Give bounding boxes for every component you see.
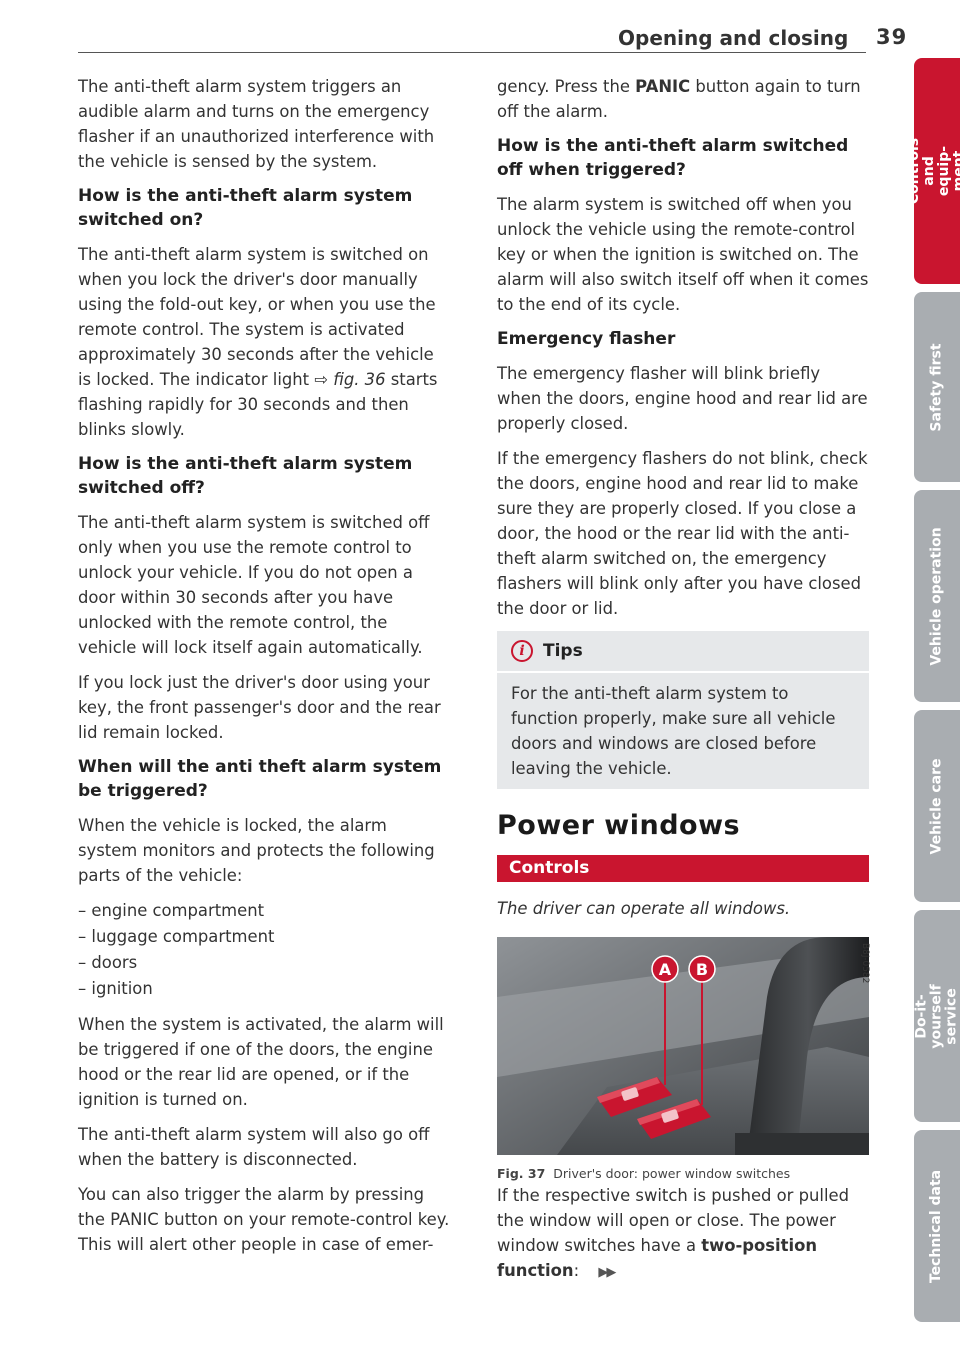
intro-italic: The driver can operate all windows. [497,899,791,918]
armrest-shadow [735,1133,869,1155]
two-position-text-a: If the respective switch is pushed or pulled the window will open or close. The power window switches have a [497,1186,850,1255]
panic-button-label: PANIC [635,77,691,96]
tab-label: Do-it-yourself service [913,983,960,1049]
paragraph-emergency-flasher-1: The emergency flasher will blink briefly when the doors, engine hood and rear lid are properly closed. [497,364,868,433]
header-rule [78,52,866,53]
list-item: – luggage compartment [78,927,275,946]
figure-code: B8J-0582 [860,943,870,984]
continue-arrow-icon: ▶▶ [598,1265,615,1280]
list-item: – doors [78,953,138,972]
paragraph-triggered: When the vehicle is locked, the alarm system monitors and protects the following parts of the vehicle: [78,816,435,885]
fig-reference-link[interactable]: ⇨ fig. 36 [314,370,386,389]
heading-triggered: When will the anti theft alarm system be triggered? [78,757,442,801]
figure-caption-text: Driver's door: power window switches [553,1166,791,1181]
two-position-bold: two-position function [497,1236,818,1280]
tab-controls-and-equipment[interactable] [906,58,967,284]
tab-label: Controls and equip-ment [906,137,967,205]
figure-caption [497,1161,869,1186]
paragraph-switched-on-text: The anti-theft alarm system is switched on when you lock the driver's door manually using the fold-out key, or when you use the remote control. The system is activated approximately 30 seconds after the vehicle is locked. The indicator light [78,245,436,389]
paragraph-switched-off: The anti-theft alarm system is switched off only when you use the remote control to unlock your vehicle. If you do not open a door within 30 seconds after you have unlocked with the remote control, the vehicle will lock itself again automatically. [78,513,430,657]
tab-label: Technical data [928,1169,945,1283]
paragraph-panic-continued [497,74,869,124]
info-icon: i [511,640,533,662]
tab-technical-data[interactable] [914,1130,960,1322]
figure-illustration [497,937,869,1155]
section-heading-power-windows: Power windows [497,810,741,841]
tab-safety-first[interactable] [914,292,960,482]
tab-vehicle-care[interactable] [914,710,960,902]
paragraph-panic: You can also trigger the alarm by pressing the PANIC button on your remote-control key. This will alert other people in case of emer- [78,1185,450,1254]
heading-switched-off-triggered: How is the anti-theft alarm switched off when triggered? [497,136,849,180]
paragraph-activated: When the system is activated, the alarm will be triggered if one of the doors, the engine hood or the rear lid are opened, or if the ignition is turned on. [78,1015,444,1109]
panic-cont-text-a: gency. Press the [497,77,630,96]
paragraph-emergency-flasher-2: If the emergency flashers do not blink, check the doors, engine hood and rear lid to make sure they are properly closed. If you close a door, the hood or the rear lid with the anti-theft alarm switched on, the emergency flashers will blink only after you have closed the door or lid. [497,449,868,618]
panic-cont-text-c: button again to turn off the alarm. [497,77,861,121]
tips-label: Tips [543,640,583,661]
page-number: 39 [876,25,908,49]
tab-vehicle-operation[interactable] [914,490,960,702]
tab-do-it-yourself-service[interactable] [914,910,960,1122]
figure-number: Fig. 37 [497,1166,546,1181]
paragraph-battery: The anti-theft alarm system will also go off when the battery is disconnected. [78,1125,430,1169]
section-title: Opening and closing [618,26,849,50]
tips-header [497,631,869,673]
subsection-bar-controls: Controls [497,855,869,882]
tab-label: Safety first [928,342,945,432]
list-item: – ignition [78,979,153,998]
paragraph-two-position [497,1183,869,1285]
paragraph-switched-off-triggered: The alarm system is switched off when you unlock the vehicle using the remote-control key or when the ignition is switched on. The alarm will also switch itself off when it comes to the end of its cycle. [497,195,869,314]
right-column [497,74,869,1295]
power-window-switches-figure [497,937,870,1181]
tab-label: Vehicle care [928,758,945,854]
heading-switched-off: How is the anti-theft alarm system switched off? [78,454,413,498]
tab-label: Vehicle operation [928,526,945,666]
intro-paragraph: The anti-theft alarm system triggers an audible alarm and turns on the emergency flasher if an unauthorized interference with the vehicle is sensed by the system. [78,77,435,171]
heading-emergency-flasher: Emergency flasher [497,329,676,349]
two-position-colon: : [573,1261,580,1280]
tips-text: For the anti-theft alarm system to function properly, make sure all vehicle doors and windows are closed before leaving the vehicle. [511,684,836,778]
paragraph-switched-on-end: starts flashing rapidly for 30 seconds and then blinks slowly. [78,370,438,439]
list-item: – engine compartment [78,901,265,920]
callout-b-label: B [695,960,709,979]
paragraph-key-lock: If you lock just the driver's door using your key, the front passenger's door and the rear lid remain locked. [78,673,441,742]
tips-box [497,631,869,789]
monitored-parts-list [78,898,450,1002]
callout-a-label: A [658,960,672,979]
heading-switched-on: How is the anti-theft alarm system switched on? [78,186,413,230]
paragraph-switched-on [78,242,450,442]
left-column [78,74,450,1267]
